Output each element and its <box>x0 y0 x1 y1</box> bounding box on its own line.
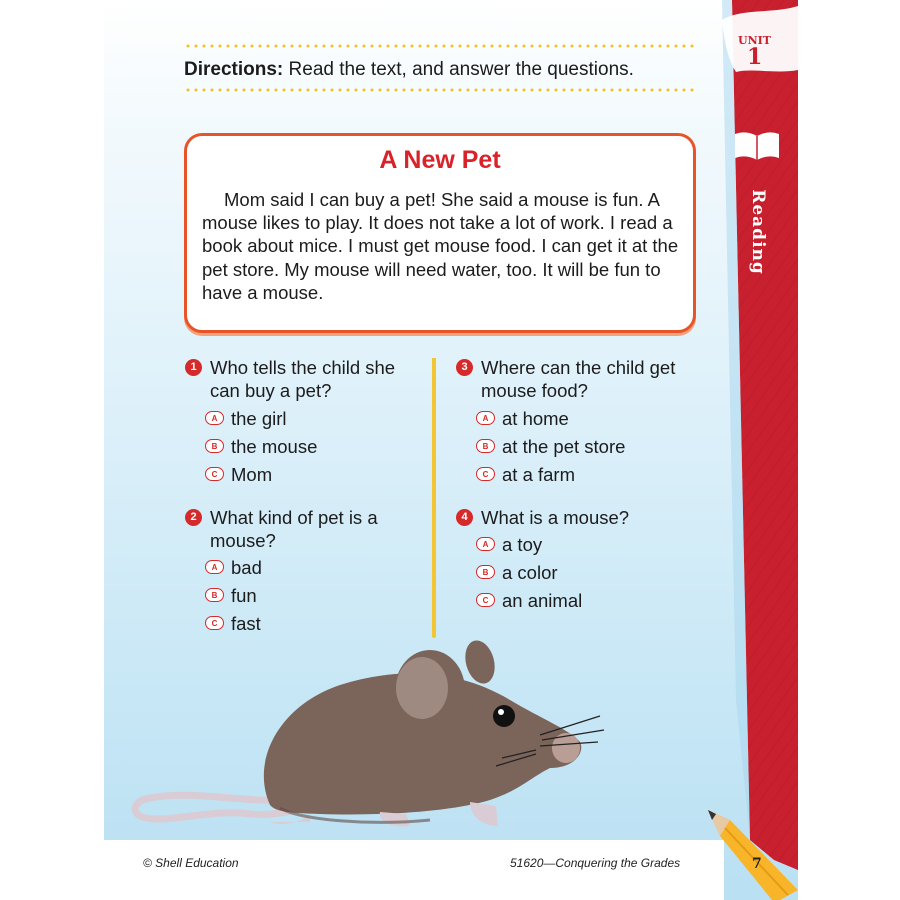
mouse-illustration <box>130 630 610 835</box>
crayon-divider <box>431 358 437 638</box>
option-letter-bubble[interactable]: A <box>476 537 495 551</box>
directions <box>184 59 704 81</box>
pencil-illustration <box>700 800 800 900</box>
directions-text: Read the text, and answer the questions. <box>283 59 634 80</box>
option-text: bad <box>231 557 262 578</box>
question-number: 2 <box>185 509 202 526</box>
passage-text: Mom said I can buy a pet! She said a mouse is fun. A mouse likes to play. It does not take a lot of work. I read a book about mice. I must get mouse food. I can get it at the pet store. My mouse will need water, too. It will be fun to have a mouse. <box>202 189 679 303</box>
option-letter-bubble[interactable]: B <box>205 439 224 453</box>
page-number: 7 <box>752 856 762 872</box>
option-letter-bubble[interactable]: A <box>205 560 224 574</box>
option-text: a color <box>502 562 558 583</box>
option-text: fun <box>231 585 257 606</box>
option-letter-bubble[interactable]: A <box>476 411 495 425</box>
question-text: Where can the child get mouse food? <box>481 357 676 401</box>
page-footer-area <box>104 840 724 900</box>
publisher-credit: © Shell Education <box>143 856 239 870</box>
option-letter-bubble[interactable]: C <box>476 593 495 607</box>
option-letter-bubble[interactable]: B <box>476 565 495 579</box>
unit-label: UNIT <box>738 34 771 47</box>
option-letter-bubble[interactable]: C <box>205 467 224 481</box>
option-letter-bubble[interactable]: B <box>476 439 495 453</box>
question-text: What is a mouse? <box>481 507 630 528</box>
option-letter-bubble[interactable]: B <box>205 588 224 602</box>
option-text: an animal <box>502 590 583 611</box>
option-text: at the pet store <box>502 436 626 457</box>
question-number: 1 <box>185 359 202 376</box>
directions-label: Directions: <box>184 59 284 80</box>
question-number: 4 <box>456 509 473 526</box>
option-letter-bubble[interactable]: A <box>205 411 224 425</box>
option-letter-bubble[interactable]: C <box>205 616 224 630</box>
section-label: Reading <box>748 189 768 275</box>
question-text: Who tells the child she can buy a pet? <box>210 357 396 401</box>
passage-title: A New Pet <box>379 146 501 174</box>
dotted-divider-top <box>184 44 696 48</box>
dotted-divider-bottom <box>184 88 696 92</box>
option-text: the mouse <box>231 436 318 457</box>
open-book-icon <box>732 128 782 162</box>
option-text: at a farm <box>502 464 575 485</box>
option-text: at home <box>502 408 569 429</box>
unit-number: 1 <box>747 44 763 70</box>
option-text: the girl <box>231 408 287 429</box>
option-letter-bubble[interactable]: C <box>476 467 495 481</box>
unit-sidebar <box>722 0 798 900</box>
option-text: Mom <box>231 464 273 485</box>
book-title: 51620—Conquering the Grades <box>510 856 681 870</box>
option-text: a toy <box>502 534 543 555</box>
question-number: 3 <box>456 359 473 376</box>
option-text: fast <box>231 613 261 634</box>
question-text: What kind of pet is a mouse? <box>210 507 378 551</box>
